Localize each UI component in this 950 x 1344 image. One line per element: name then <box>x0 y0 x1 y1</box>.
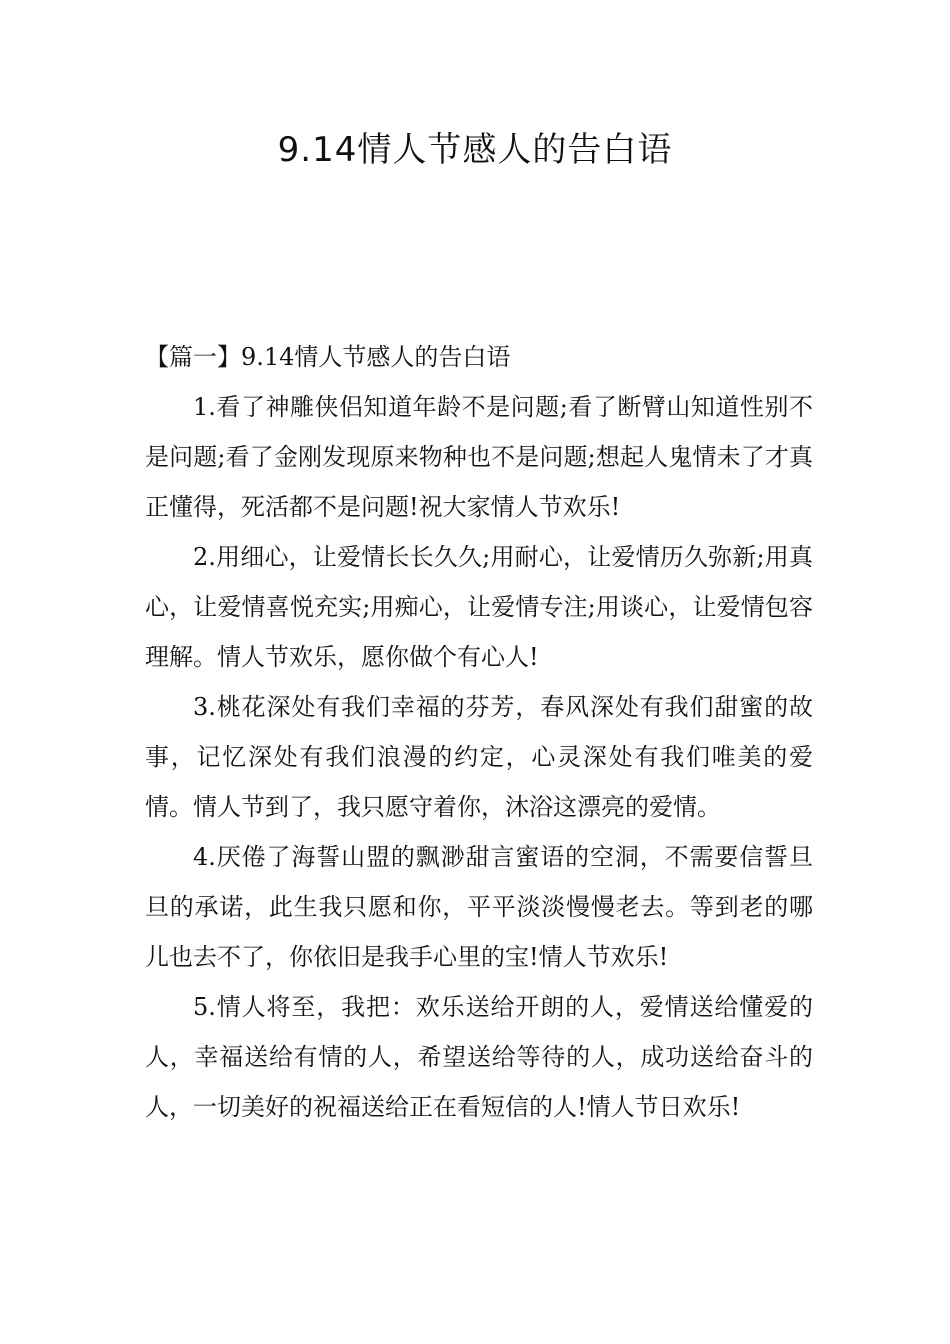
paragraph-3: 3.桃花深处有我们幸福的芬芳，春风深处有我们甜蜜的故事，记忆深处有我们浪漫的约定，心灵深处有我们唯美的爱情。情人节到了，我只愿守着你，沐浴这漂亮的爱情。 <box>145 693 813 821</box>
paragraph-1: 1.看了神雕侠侣知道年龄不是问题;看了断臂山知道性别不是问题;看了金刚发现原来物种也不是问题;想起人鬼情未了才真正懂得，死活都不是问题!祝大家情人节欢乐! <box>145 393 813 521</box>
document-title: 9.14情人节感人的告白语 <box>277 130 673 170</box>
document-body <box>145 332 813 1132</box>
paragraph-5: 5.情人将至，我把：欢乐送给开朗的人，爱情送给懂爱的人，幸福送给有情的人，希望送给等待的人，成功送给奋斗的人，一切美好的祝福送给正在看短信的人!情人节日欢乐! <box>145 993 813 1121</box>
section-heading: 【篇一】9.14情人节感人的告白语 <box>145 343 511 371</box>
paragraph-2: 2.用细心，让爱情长长久久;用耐心，让爱情历久弥新;用真心，让爱情喜悦充实;用痴心，让爱情专注;用谈心，让爱情包容理解。情人节欢乐，愿你做个有心人! <box>145 543 813 671</box>
paragraph-4: 4.厌倦了海誓山盟的飘渺甜言蜜语的空洞，不需要信誓旦旦的承诺，此生我只愿和你，平平淡淡慢慢老去。等到老的哪儿也去不了，你依旧是我手心里的宝!情人节欢乐! <box>145 843 813 971</box>
